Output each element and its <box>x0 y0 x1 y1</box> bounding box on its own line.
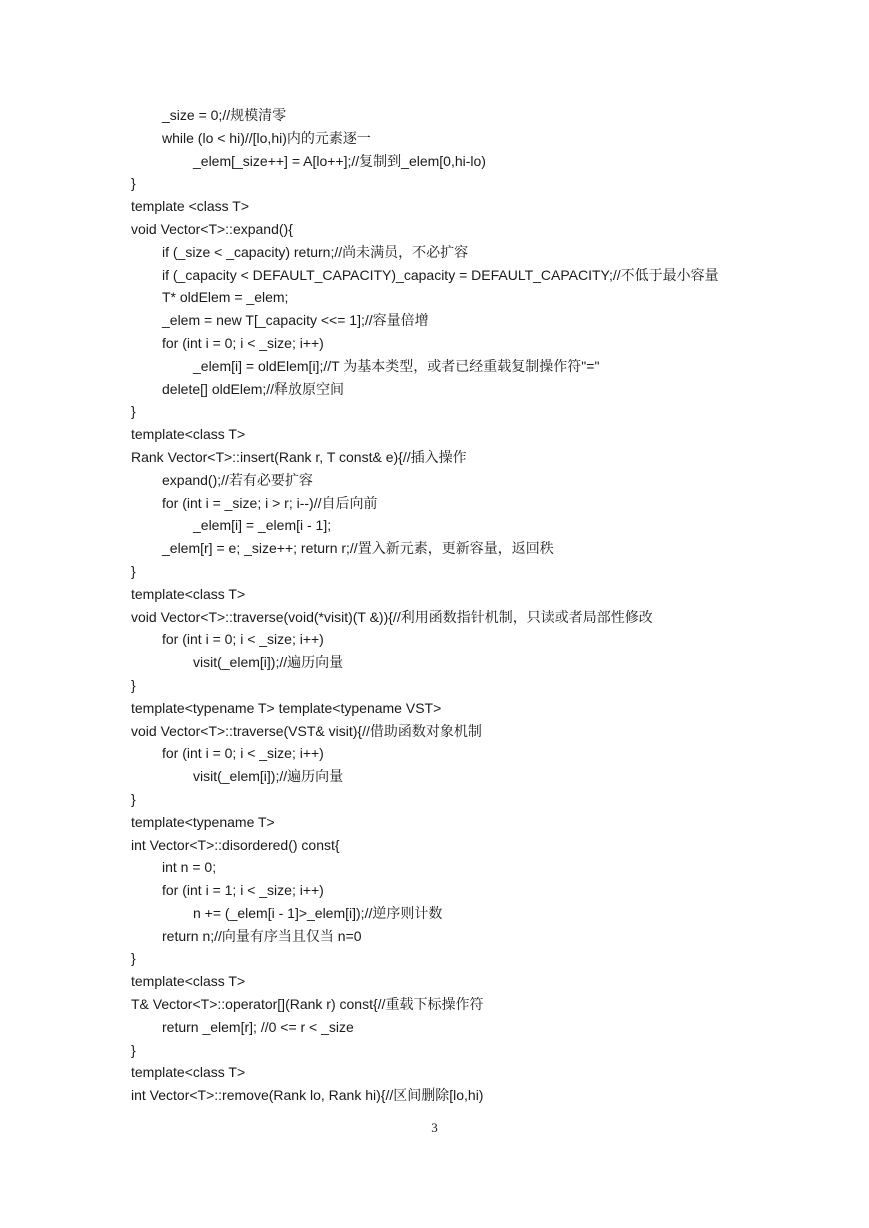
code-line: template<typename T> template<typename VST> <box>131 699 442 716</box>
code-line: _elem[r] = e; _size++; return r;//置入新元素，更新容量，返回秩 <box>162 540 554 557</box>
code-line: _elem[i] = oldElem[i];//T 为基本类型，或者已经重载复制操作符"=" <box>193 357 600 374</box>
code-line: void Vector<T>::expand(){ <box>131 220 293 237</box>
code-line: void Vector<T>::traverse(void(*visit)(T &)){//利用函数指针机制，只读或者局部性修改 <box>131 608 653 625</box>
code-line: _elem[i] = _elem[i - 1]; <box>193 517 332 534</box>
code-line: } <box>131 676 136 693</box>
code-line: return _elem[r]; //0 <= r < _size <box>162 1018 354 1035</box>
code-line: for (int i = 0; i < _size; i++) <box>162 631 324 648</box>
code-line: template<class T> <box>131 973 246 990</box>
code-line: if (_capacity < DEFAULT_CAPACITY)_capacity = DEFAULT_CAPACITY;//不低于最小容量 <box>162 266 719 283</box>
code-line: template<class T> <box>131 426 246 443</box>
code-line: T& Vector<T>::operator[](Rank r) const{//重载下标操作符 <box>131 996 484 1013</box>
code-line: template<class T> <box>131 585 246 602</box>
code-line: int Vector<T>::remove(Rank lo, Rank hi){//区间删除[lo,hi) <box>131 1087 484 1104</box>
code-line: for (int i = 0; i < _size; i++) <box>162 745 324 762</box>
code-line: for (int i = _size; i > r; i--)//自后向前 <box>162 494 378 511</box>
code-line: visit(_elem[i]);//遍历向量 <box>193 768 344 785</box>
code-line: for (int i = 1; i < _size; i++) <box>162 882 324 899</box>
code-line: return n;//向量有序当且仅当 n=0 <box>162 927 362 944</box>
code-line: delete[] oldElem;//释放原空间 <box>162 380 345 397</box>
page-number: 3 <box>431 1120 438 1135</box>
code-line: while (lo < hi)//[lo,hi)内的元素逐一 <box>162 129 371 146</box>
code-line: void Vector<T>::traverse(VST& visit){//借助函数对象机制 <box>131 722 482 739</box>
code-line: T* oldElem = _elem; <box>162 289 289 306</box>
code-line: } <box>131 562 136 579</box>
code-line: } <box>131 950 136 967</box>
code-line: template<class T> <box>131 1064 246 1081</box>
code-line: } <box>131 1041 136 1058</box>
code-line: } <box>131 403 136 420</box>
code-line: n += (_elem[i - 1]>_elem[i]);//逆序则计数 <box>193 904 443 921</box>
code-line: int n = 0; <box>162 859 217 876</box>
code-line: template<typename T> <box>131 813 275 830</box>
code-line: template <class T> <box>131 198 250 215</box>
code-line: Rank Vector<T>::insert(Rank r, T const& e){//插入操作 <box>131 448 467 465</box>
code-line: _elem = new T[_capacity <<= 1];//容量倍增 <box>162 312 429 329</box>
code-line: int Vector<T>::disordered() const{ <box>131 836 340 853</box>
code-line: } <box>131 790 136 807</box>
code-line: expand();//若有必要扩容 <box>162 471 313 488</box>
code-line: for (int i = 0; i < _size; i++) <box>162 334 324 351</box>
code-line: _size = 0;//规模清零 <box>162 107 287 123</box>
code-listing <box>131 104 811 1107</box>
code-line: if (_size < _capacity) return;//尚未满员，不必扩容 <box>162 243 469 260</box>
code-line: visit(_elem[i]);//遍历向量 <box>193 654 344 671</box>
code-line: _elem[_size++] = A[lo++];//复制到_elem[0,hi-lo) <box>193 152 486 169</box>
code-line: } <box>131 175 136 192</box>
